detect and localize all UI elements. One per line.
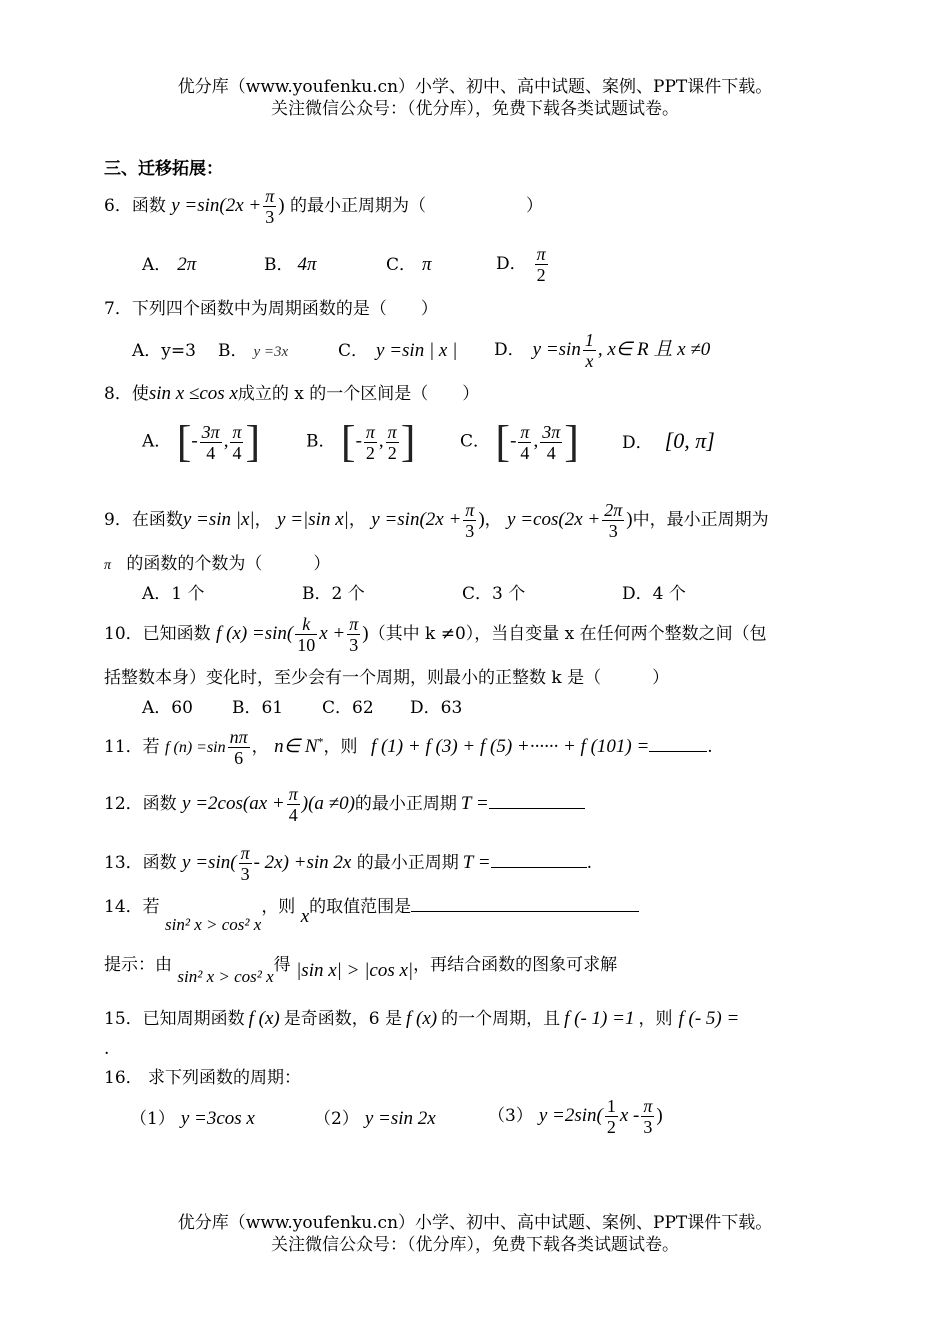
q12-func-pre: y =2cos(ax + — [182, 793, 285, 814]
q10-func-pre: f (x) =sin( — [216, 623, 294, 644]
q8-opt-b-d1: 2 — [365, 442, 375, 463]
q14-condition: sin² x > cos² x — [165, 915, 262, 934]
q9-opt-d: D．4 个 — [622, 584, 686, 604]
q8-opt-c-label: C． — [460, 431, 491, 452]
hint-suffix: ，再结合函数的图象可求解 — [413, 955, 618, 975]
q10-func-post: ) — [362, 623, 369, 644]
q7-opt-b-value: y =3x — [253, 344, 289, 360]
q11-star: * — [317, 734, 324, 749]
q14-var: x — [300, 906, 310, 927]
q7-opt-d — [494, 330, 710, 371]
q12-f-num: π — [288, 784, 298, 804]
q8-opt-a-d1: 4 — [206, 442, 216, 463]
q12-fraction — [287, 784, 300, 825]
q15-condition: f (- 1) =1 — [564, 1008, 635, 1029]
q10-f-den2: 3 — [349, 635, 359, 655]
question-14 — [104, 896, 639, 934]
q10-prefix: 10．已知函数 — [104, 624, 211, 644]
q11-f-den: 6 — [234, 748, 244, 768]
q6-opt-a-label: A． — [142, 255, 172, 275]
q10-opt-c: C．62 — [322, 698, 374, 718]
q8-opt-b-frac1 — [364, 422, 377, 463]
q9-func-3-post: ) — [478, 509, 485, 530]
q15-ask: f (- 5) = — [678, 1008, 740, 1029]
question-12 — [104, 784, 585, 825]
question-7: 7．下列四个函数中为周期函数的是（ ） — [104, 299, 438, 319]
q11-sep: ， — [251, 737, 269, 757]
q9-opt-b: B．2 个 — [302, 584, 365, 604]
q16-part-3-mid: x - — [619, 1105, 640, 1126]
q10-f-num2: π — [349, 614, 359, 634]
q13-answer-blank[interactable] — [491, 853, 587, 868]
q7-opt-c-value: y =sin | x | — [376, 340, 458, 361]
q9-f3-den: 3 — [465, 521, 475, 541]
q13-fraction — [239, 843, 252, 884]
q8-opt-c-minus: - — [510, 430, 517, 452]
question-6 — [104, 186, 543, 227]
q15-fx2: f (x) — [406, 1008, 438, 1029]
q6-opt-c-value: π — [422, 254, 432, 275]
q8-opt-a-comma: , — [223, 430, 229, 452]
q11-fraction — [228, 727, 250, 768]
q9-func-3-fraction — [463, 500, 476, 541]
q14-suffix: 的取值范围是 — [309, 897, 412, 917]
q9-func-4-post: ) — [626, 509, 633, 530]
question-15 — [104, 1008, 739, 1030]
q10-frac-2 — [347, 614, 360, 655]
q12-answer-blank[interactable] — [489, 794, 585, 809]
q9-func-2: y =|sin x| — [277, 509, 349, 530]
q13-end: . — [586, 853, 592, 873]
q12-func-post: )(a ≠0) — [301, 793, 355, 814]
q10-opt-d: D．63 — [410, 698, 463, 718]
footer-line-2: 关注微信公众号：（优分库），免费下载各类试题试卷。 — [271, 1235, 679, 1255]
q13-func-pre: y =sin( — [182, 852, 237, 873]
q11-then: ，则 — [323, 737, 358, 757]
q10-opt-b: B．61 — [232, 698, 284, 718]
q6-suffix: 的最小正周期为（ — [290, 196, 427, 216]
q8-opt-a-lbracket: [ — [176, 417, 192, 466]
hint-prefix: 提示：由 — [104, 955, 172, 975]
q9-suffix: 中，最小正周期为 — [632, 510, 769, 530]
q10-f-num: k — [295, 614, 317, 635]
question-8 — [104, 383, 479, 405]
q10-opt-a: A．60 — [142, 698, 193, 718]
q12-f-den: 4 — [288, 805, 298, 825]
q6-opt-d-label: D． — [496, 254, 527, 274]
q8-opt-a-d2: 4 — [232, 442, 242, 463]
q13-T: T = — [462, 852, 491, 873]
q8-opt-a — [142, 417, 261, 466]
q9-func-4-fraction — [602, 500, 624, 541]
q8-condition: sin x ≤cos x — [148, 383, 238, 404]
q8-opt-d — [622, 430, 715, 454]
q8-opt-a-rbracket: ] — [245, 417, 261, 466]
question-13 — [104, 843, 592, 884]
q6-opt-a-value: 2π — [177, 254, 197, 275]
q8-opt-c-d1: 4 — [520, 442, 530, 463]
q8-opt-d-label: D． — [622, 433, 653, 453]
q6-frac-num: π — [265, 186, 275, 206]
hint — [104, 954, 618, 986]
q9-sep-2: ， — [348, 510, 366, 530]
q10-condition: （其中 k ≠0），当自变量 x 在任何两个整数之间（包 — [368, 624, 767, 644]
q11-func-pre: f (n) =sin — [165, 739, 226, 756]
q8-opt-c-frac1 — [518, 422, 531, 463]
q8-opt-c-d2: 4 — [546, 442, 556, 463]
question-9 — [104, 500, 769, 541]
q8-prefix: 8．使 — [104, 384, 149, 404]
q16-p3-num: 1 — [606, 1096, 616, 1116]
q7-opt-b — [218, 340, 288, 363]
q15-mid2: 的一个周期，且 — [441, 1009, 561, 1029]
q14-answer-blank[interactable] — [411, 897, 639, 912]
q10-func-mid: x + — [319, 623, 346, 644]
q11-end: . — [707, 737, 713, 757]
q16-p3-den: 2 — [606, 1117, 616, 1137]
q16-part-2-label: （2） — [314, 1109, 359, 1129]
q13-func-post: - 2x) +sin 2x — [253, 852, 352, 873]
q6-opt-d-den: 2 — [536, 265, 546, 285]
q8-opt-a-n2: π — [232, 421, 242, 442]
q16-part-3-frac-2 — [641, 1096, 654, 1137]
q12-prefix: 12．函数 — [104, 794, 177, 814]
q8-opt-b-n1: π — [365, 421, 375, 442]
q8-opt-b-minus: - — [355, 430, 362, 452]
q8-opt-b-rbracket: ] — [400, 417, 416, 466]
q7-opt-d-den: x — [585, 351, 594, 371]
q11-f-num: nπ — [229, 727, 248, 747]
q15-fx: f (x) — [248, 1008, 280, 1029]
q8-opt-b-d2: 2 — [387, 442, 397, 463]
section-title: 三、迁移拓展： — [104, 159, 223, 179]
q9-func-4-pre: y =cos(2x + — [507, 509, 601, 530]
question-16: 16． 求下列函数的周期： — [104, 1068, 302, 1088]
q6-paren-close: ） — [526, 196, 544, 216]
q16-p3-den2: 3 — [643, 1117, 653, 1137]
q9-line2-pi: π — [104, 558, 112, 573]
hint-condition: sin² x > cos² x — [177, 967, 274, 986]
q9-line2-text: 的函数的个数为（ ） — [126, 554, 331, 574]
q10-f-den: 10 — [297, 635, 316, 655]
q8-opt-a-frac1 — [200, 422, 222, 463]
hint-result: |sin x| > |cos x| — [296, 960, 414, 981]
q6-opt-d-fraction — [535, 244, 548, 285]
q8-opt-c-rbracket: ] — [564, 417, 579, 466]
q6-opt-b-value: 4π — [297, 254, 317, 275]
q9-f4-den: 3 — [608, 521, 618, 541]
question-11 — [104, 727, 713, 768]
q7-opt-d-num: 1 — [584, 330, 594, 350]
q11-answer-blank[interactable] — [649, 737, 707, 752]
q10-line-2: 括整数本身）变化时，至少会有一个周期，则最小的正整数 k 是（ ） — [104, 668, 670, 688]
q9-opt-c: C．3 个 — [462, 584, 526, 604]
q16-part-1-func: y =3cos x — [180, 1108, 255, 1129]
q8-opt-b-comma: , — [378, 430, 384, 452]
footer-line-1: 优分库（www.youfenku.cn）小学、初中、高中试题、案例、PPT课件下载。 — [177, 1213, 773, 1233]
q9-f3-num: π — [465, 500, 475, 520]
q13-prefix: 13．函数 — [104, 853, 177, 873]
q9-line-2 — [104, 553, 330, 577]
q11-prefix: 11．若 — [104, 737, 160, 757]
q7-opt-c — [338, 340, 457, 362]
q6-func: y =sin(2x + — [171, 195, 262, 216]
q8-opt-c-frac2 — [540, 422, 562, 463]
q8-opt-d-value: [0, π] — [664, 428, 715, 453]
q6-fraction — [263, 186, 276, 227]
q10-frac-1 — [295, 614, 317, 655]
q6-opt-d-num: π — [536, 244, 546, 264]
header-line-1: 优分库（www.youfenku.cn）小学、初中、高中试题、案例、PPT课件下载。 — [177, 77, 773, 97]
q8-opt-c — [460, 417, 579, 466]
q7-opt-d-fraction — [583, 330, 596, 371]
q9-f4-num: 2π — [604, 500, 623, 520]
q13-f-num: π — [240, 843, 250, 863]
q8-opt-c-lbracket: [ — [495, 417, 511, 466]
question-10 — [104, 614, 767, 655]
q8-opt-a-minus: - — [191, 430, 198, 452]
q16-part-1 — [130, 1108, 255, 1130]
q12-T: T = — [460, 793, 489, 814]
q16-part-2 — [314, 1108, 436, 1130]
q8-opt-c-n2: 3π — [542, 421, 561, 442]
q7-opt-d-pre: y =sin — [532, 339, 581, 360]
q7-opt-b-label: B． — [218, 341, 248, 361]
q6-frac-den: 3 — [265, 207, 275, 227]
q16-part-3-post: ) — [656, 1105, 663, 1126]
q7-opt-d-label: D． — [494, 340, 525, 360]
q7-opt-a: A．y=3 — [132, 341, 196, 361]
q16-part-3-pre: y =2sin( — [538, 1105, 603, 1126]
q6-options — [142, 254, 196, 276]
q9-func-1: y =sin |x| — [182, 509, 255, 530]
q6-opt-b — [264, 254, 317, 276]
q15-mid1: 是奇函数，6 是 — [283, 1009, 402, 1029]
q16-part-3-frac-1 — [605, 1096, 618, 1137]
q8-opt-a-frac2 — [230, 422, 243, 463]
q6-opt-b-label: B． — [264, 255, 294, 275]
q8-opt-c-n1: π — [520, 421, 530, 442]
q8-opt-a-n1: 3π — [201, 421, 220, 442]
q8-opt-b — [306, 417, 416, 466]
q6-close: ) — [278, 195, 285, 216]
q7-opt-c-label: C． — [338, 341, 369, 361]
q15-mid3: ，则 — [638, 1009, 673, 1029]
q16-p3-num2: π — [643, 1096, 653, 1116]
q8-opt-a-label: A． — [142, 431, 172, 452]
hint-get: 得 — [273, 955, 291, 975]
q9-func-3-pre: y =sin(2x + — [371, 509, 462, 530]
q6-opt-d — [496, 244, 550, 285]
q7-opt-d-post: , x∈ R 且 x ≠0 — [597, 339, 711, 360]
q8-opt-b-lbracket: [ — [340, 417, 356, 466]
q15-line-2: . — [104, 1039, 110, 1059]
q14-then: ，则 — [261, 897, 296, 917]
q16-part-2-func: y =sin 2x — [364, 1108, 436, 1129]
q16-part-1-label: （1） — [130, 1109, 175, 1129]
q6-prefix: 6．函数 — [104, 196, 166, 216]
q8-opt-b-n2: π — [387, 421, 397, 442]
q9-sep-3: ， — [484, 510, 502, 530]
q9-prefix: 9．在函数 — [104, 510, 183, 530]
q8-suffix: 成立的 x 的一个区间是（ ） — [237, 384, 480, 404]
q16-part-3-label: （3） — [488, 1106, 533, 1126]
q15-prefix: 15．已知周期函数 — [104, 1009, 245, 1029]
q8-opt-b-frac2 — [386, 422, 399, 463]
q13-suffix: 的最小正周期 — [356, 853, 459, 873]
q9-sep-1: ， — [254, 510, 272, 530]
header-line-2: 关注微信公众号：（优分库），免费下载各类试题试卷。 — [271, 99, 679, 119]
q16-part-3 — [488, 1096, 663, 1137]
q12-suffix: 的最小正周期 — [354, 794, 457, 814]
q8-opt-c-comma: , — [533, 430, 539, 452]
q8-opt-b-label: B． — [306, 431, 336, 452]
q11-condition: n∈ N — [274, 736, 318, 757]
q6-opt-c — [386, 254, 432, 276]
q11-expr: f (1) + f (3) + f (5) +······ + f (101) = — [370, 736, 650, 757]
q6-opt-c-label: C． — [386, 255, 417, 275]
q14-prefix: 14．若 — [104, 897, 160, 917]
q13-f-den: 3 — [240, 864, 250, 884]
q9-opt-a: A．1 个 — [142, 584, 205, 604]
